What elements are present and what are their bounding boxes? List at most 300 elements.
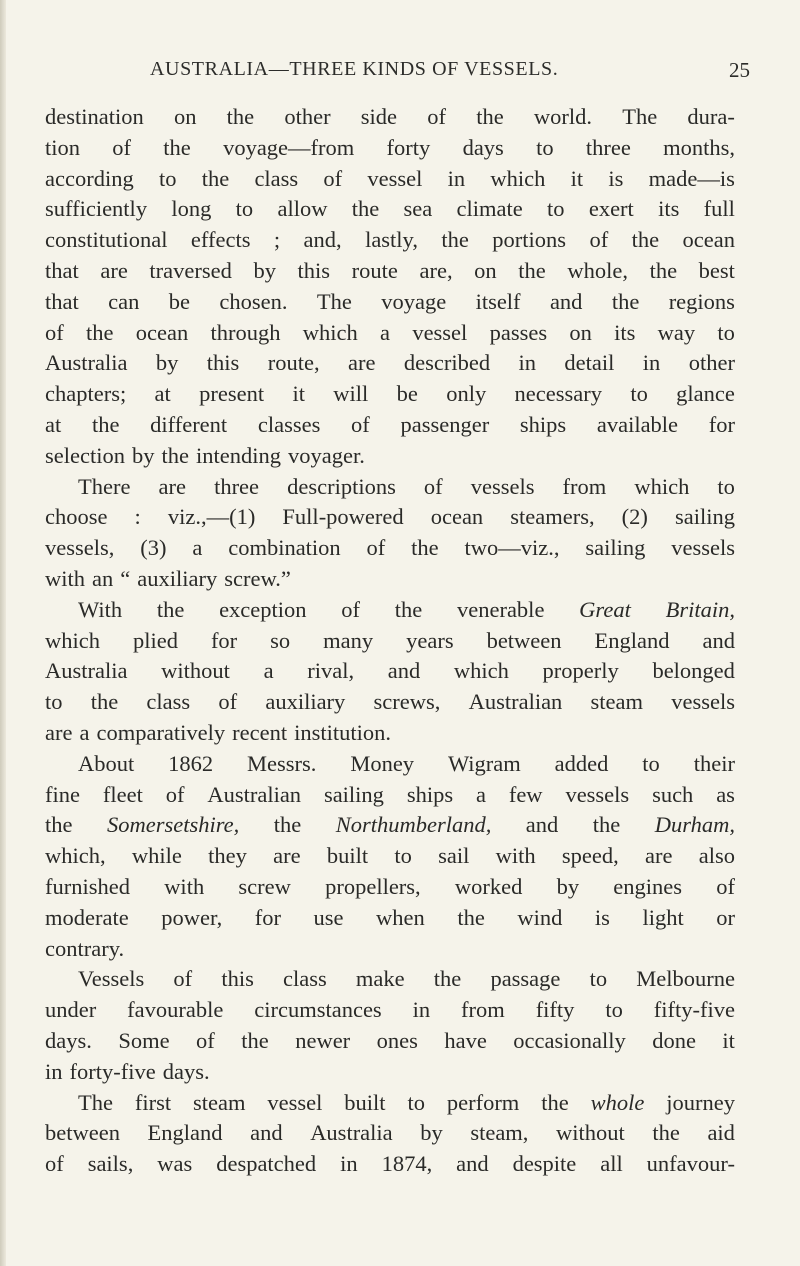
- text-word: which,: [45, 843, 106, 869]
- text-word: to: [589, 966, 608, 992]
- text-word: for: [254, 904, 281, 930]
- text-word: the: [649, 257, 678, 283]
- text-word: England: [594, 627, 670, 653]
- text-word: this: [206, 350, 240, 376]
- text-word: the: [476, 104, 504, 129]
- text-word: ships: [519, 411, 567, 437]
- text-line: [45, 256, 735, 287]
- text-word: speed,: [561, 843, 619, 869]
- text-word: Australia: [45, 658, 128, 684]
- text-word: the: [518, 257, 546, 283]
- text-line: [45, 903, 735, 934]
- text-word: Australia: [310, 1120, 393, 1146]
- text-word: comparatively: [96, 719, 226, 745]
- text-line: [45, 502, 735, 533]
- text-word: steam: [193, 1089, 246, 1115]
- text-word: few: [508, 781, 543, 807]
- text-word: in: [412, 997, 431, 1023]
- text-word: selection: [45, 442, 125, 468]
- text-word: Northumberland,: [335, 812, 492, 838]
- text-word: without: [161, 658, 230, 684]
- text-word: with: [495, 843, 536, 869]
- text-word: to: [630, 381, 648, 407]
- text-word: sail: [438, 843, 470, 869]
- text-word: (2): [621, 504, 648, 530]
- text-word: intending: [195, 442, 281, 468]
- text-word: With: [78, 596, 123, 622]
- text-word: classes: [257, 411, 321, 437]
- text-word: Australian: [468, 689, 563, 715]
- text-word: the: [457, 904, 485, 930]
- text-word: Australia: [45, 350, 128, 376]
- text-word: on: [173, 104, 197, 129]
- text-word: screw: [238, 873, 291, 899]
- text-word: to: [235, 196, 254, 222]
- text-word: which: [302, 319, 358, 345]
- text-word: many: [323, 627, 374, 653]
- text-word: fifty: [535, 997, 575, 1023]
- text-word: auxiliary: [265, 689, 346, 715]
- text-word: engines: [613, 873, 683, 899]
- text-word: journey: [666, 1089, 735, 1115]
- text-word: in: [518, 350, 536, 376]
- text-word: a: [263, 658, 274, 684]
- text-word: Full-powered: [282, 504, 404, 530]
- text-line: [45, 841, 735, 872]
- text-word: occasionally: [513, 1027, 626, 1053]
- text-word: Messrs.: [247, 750, 317, 776]
- text-word: other: [688, 350, 735, 376]
- text-word: was: [157, 1151, 193, 1177]
- text-line: [45, 133, 735, 164]
- text-line: [45, 1088, 735, 1119]
- text-word: way: [657, 319, 696, 345]
- text-word: their: [693, 750, 735, 776]
- text-word: the: [91, 411, 120, 437]
- text-line: [45, 656, 735, 687]
- text-line: [45, 595, 735, 626]
- text-word: :: [134, 504, 141, 530]
- text-word: it: [570, 165, 584, 191]
- text-line: [45, 564, 735, 595]
- text-line: [45, 810, 735, 841]
- text-word: for: [210, 627, 238, 653]
- text-line: [45, 1026, 735, 1057]
- text-word: also: [698, 843, 735, 869]
- text-word: months,: [663, 134, 735, 160]
- text-word: made—is: [648, 165, 735, 191]
- text-word: effects: [190, 227, 251, 253]
- running-title: AUSTRALIA—THREE KINDS OF VESSELS.: [150, 58, 559, 80]
- text-word: on: [474, 257, 497, 283]
- text-word: that: [45, 288, 79, 314]
- text-word: are,: [419, 257, 453, 283]
- text-word: vessel: [267, 1089, 323, 1115]
- text-word: fleet: [102, 781, 143, 807]
- text-word: to: [605, 997, 623, 1023]
- text-word: despatched: [216, 1151, 317, 1177]
- text-word: the: [631, 227, 660, 253]
- text-word: Australian: [207, 781, 302, 807]
- text-word: with: [164, 873, 205, 899]
- text-word: present: [199, 381, 265, 407]
- text-word: to: [717, 319, 735, 345]
- text-word: the: [611, 288, 640, 314]
- text-word: passes: [489, 319, 548, 345]
- text-word: of: [341, 596, 361, 622]
- text-word: Money: [350, 750, 415, 776]
- text-word: in: [45, 1058, 63, 1084]
- text-word: three: [585, 134, 631, 160]
- text-word: light: [642, 904, 684, 930]
- text-word: screws,: [373, 689, 441, 715]
- text-word: ones: [376, 1027, 418, 1053]
- text-word: the: [163, 134, 191, 160]
- text-word: are: [158, 473, 186, 499]
- text-line: [45, 441, 735, 472]
- text-word: aid: [707, 1120, 735, 1146]
- text-word: screw.”: [224, 565, 291, 591]
- text-word: in: [340, 1151, 358, 1177]
- text-word: itself: [475, 288, 521, 314]
- text-word: dura-: [687, 104, 735, 129]
- text-word: of: [218, 689, 238, 715]
- text-word: route: [351, 257, 398, 283]
- text-word: the: [433, 966, 462, 992]
- text-word: “: [120, 565, 131, 591]
- text-word: destination: [45, 104, 144, 129]
- text-word: ocean: [430, 504, 484, 530]
- text-word: which: [634, 473, 690, 499]
- text-word: vessels: [671, 689, 735, 715]
- text-word: will: [333, 381, 369, 407]
- text-word: the: [441, 227, 469, 253]
- text-line: [45, 934, 735, 965]
- text-word: this: [297, 257, 331, 283]
- text-word: other: [284, 104, 331, 129]
- text-word: a: [192, 535, 203, 561]
- text-word: steam,: [470, 1120, 529, 1146]
- text-word: such: [652, 781, 694, 807]
- text-word: of: [45, 1151, 64, 1177]
- text-word: sailing: [323, 781, 384, 807]
- text-line: [45, 472, 735, 503]
- text-word: constitutional: [45, 227, 168, 253]
- running-head: [0, 58, 800, 88]
- text-word: allow: [277, 196, 328, 222]
- text-word: necessary: [514, 381, 602, 407]
- text-word: ;: [273, 227, 281, 253]
- text-word: for: [708, 411, 735, 437]
- text-word: first: [134, 1089, 172, 1115]
- text-word: (3): [140, 535, 167, 561]
- text-word: vessel: [367, 165, 423, 191]
- text-word: days.: [162, 1058, 210, 1084]
- text-word: voyage: [381, 288, 447, 314]
- text-word: which: [45, 627, 100, 653]
- text-word: of: [323, 165, 343, 191]
- text-word: regions: [668, 288, 735, 314]
- text-word: built: [326, 843, 369, 869]
- text-word: two—viz.,: [464, 535, 560, 561]
- text-word: the: [45, 812, 73, 838]
- text-word: the: [541, 1089, 569, 1115]
- text-line: [45, 749, 735, 780]
- text-word: between: [486, 627, 562, 653]
- text-word: the: [351, 196, 380, 222]
- text-word: are: [45, 719, 73, 745]
- text-line: [45, 718, 735, 749]
- text-word: through: [210, 319, 281, 345]
- text-word: to: [45, 689, 63, 715]
- text-word: sails,: [87, 1151, 134, 1177]
- text-word: auxiliary: [137, 565, 218, 591]
- text-word: perform: [446, 1089, 520, 1115]
- text-word: and,: [303, 227, 342, 253]
- text-word: passenger: [400, 411, 490, 437]
- text-word: described: [403, 350, 491, 376]
- text-word: different: [150, 411, 228, 437]
- text-line: [45, 533, 735, 564]
- text-word: portions: [492, 227, 567, 253]
- text-line: [45, 780, 735, 811]
- text-word: the: [273, 812, 302, 838]
- text-word: vessels: [565, 781, 630, 807]
- text-word: best: [698, 257, 735, 283]
- text-word: the: [226, 104, 255, 129]
- text-word: and: [702, 627, 735, 653]
- text-word: newer: [295, 1027, 351, 1053]
- text-word: lastly,: [365, 227, 418, 253]
- text-word: with: [45, 565, 86, 591]
- text-line: [45, 1118, 735, 1149]
- text-word: propellers,: [325, 873, 421, 899]
- text-word: route,: [267, 350, 320, 376]
- text-word: all: [600, 1151, 623, 1177]
- text-word: vessels: [671, 535, 735, 561]
- text-word: England: [147, 1120, 223, 1146]
- text-word: by: [556, 873, 580, 899]
- text-word: this: [221, 966, 254, 992]
- text-word: sufficiently: [45, 196, 148, 222]
- text-word: a: [380, 319, 391, 345]
- text-word: vessels: [470, 473, 535, 499]
- text-word: The: [316, 288, 352, 314]
- text-word: chapters;: [45, 381, 127, 407]
- text-line: [45, 410, 735, 441]
- text-word: is: [608, 165, 624, 191]
- text-word: its: [658, 196, 680, 222]
- text-word: the: [156, 596, 185, 622]
- text-word: whole: [590, 1089, 645, 1115]
- text-word: to: [536, 134, 554, 160]
- text-word: the: [394, 596, 423, 622]
- text-word: by: [155, 350, 179, 376]
- text-word: without: [556, 1120, 625, 1146]
- text-word: forty-five: [69, 1058, 156, 1084]
- text-word: between: [45, 1120, 120, 1146]
- text-word: Britain,: [665, 596, 735, 622]
- text-word: as: [716, 781, 735, 807]
- text-word: full: [703, 196, 735, 222]
- text-word: of: [351, 411, 370, 437]
- text-word: unfavour-: [646, 1151, 735, 1177]
- text-line: [45, 318, 735, 349]
- text-word: Wigram: [447, 750, 521, 776]
- text-word: the: [201, 165, 230, 191]
- text-word: vessels,: [45, 535, 115, 561]
- text-word: to: [158, 165, 177, 191]
- text-word: have: [444, 1027, 487, 1053]
- text-word: forty: [386, 134, 431, 160]
- text-word: to: [394, 843, 412, 869]
- text-line: [45, 348, 735, 379]
- page-binding-edge: [0, 0, 6, 1266]
- text-word: they: [208, 843, 247, 869]
- text-word: it: [722, 1027, 735, 1053]
- text-word: are: [347, 350, 376, 376]
- text-word: are: [100, 257, 128, 283]
- text-word: when: [376, 904, 425, 930]
- text-word: a: [79, 719, 90, 745]
- text-line: [45, 287, 735, 318]
- text-word: the: [592, 812, 621, 838]
- text-word: years: [406, 627, 454, 653]
- text-word: rival,: [307, 658, 355, 684]
- text-word: the: [411, 535, 439, 561]
- text-word: and: [456, 1151, 489, 1177]
- text-word: to: [642, 750, 660, 776]
- text-word: recent: [232, 719, 288, 745]
- text-word: wind: [517, 904, 563, 930]
- text-word: worked: [454, 873, 523, 899]
- text-word: Vessels: [78, 966, 145, 992]
- text-word: days: [462, 134, 504, 160]
- text-word: of: [165, 781, 185, 807]
- text-word: fine: [45, 781, 80, 807]
- text-word: done: [652, 1027, 696, 1053]
- text-word: at: [154, 381, 171, 407]
- text-word: to: [717, 473, 735, 499]
- text-word: fifty-five: [653, 997, 735, 1023]
- text-word: sea: [403, 196, 433, 222]
- text-word: ocean: [682, 227, 735, 253]
- text-word: voyage—from: [223, 134, 355, 160]
- text-word: of: [366, 535, 386, 561]
- text-word: on: [569, 319, 592, 345]
- text-word: the: [161, 442, 189, 468]
- text-word: chosen.: [219, 288, 288, 314]
- text-word: which: [490, 165, 546, 191]
- text-word: combination: [228, 535, 341, 561]
- text-word: while: [131, 843, 182, 869]
- text-word: There: [78, 473, 131, 499]
- text-word: it: [292, 381, 305, 407]
- text-line: [45, 687, 735, 718]
- text-word: whole,: [567, 257, 628, 283]
- text-line: [45, 872, 735, 903]
- text-word: by: [253, 257, 276, 283]
- text-word: are: [645, 843, 673, 869]
- text-word: be: [168, 288, 190, 314]
- text-word: a: [475, 781, 486, 807]
- text-word: be: [396, 381, 418, 407]
- text-word: class: [254, 165, 299, 191]
- text-word: About: [78, 750, 135, 776]
- text-word: favourable: [127, 997, 224, 1023]
- text-word: the: [86, 319, 114, 345]
- text-word: according: [45, 165, 134, 191]
- text-word: the: [90, 689, 119, 715]
- text-word: tion: [45, 134, 81, 160]
- text-word: institution.: [294, 719, 392, 745]
- text-word: detail: [564, 350, 615, 376]
- text-word: exception: [219, 596, 307, 622]
- text-word: steamers,: [510, 504, 595, 530]
- text-word: Great: [579, 596, 631, 622]
- text-word: or: [716, 904, 735, 930]
- text-word: built: [344, 1089, 386, 1115]
- text-word: exert: [588, 196, 634, 222]
- text-word: belonged: [652, 658, 735, 684]
- text-word: in: [642, 350, 661, 376]
- text-word: to: [407, 1089, 425, 1115]
- text-word: the: [652, 1120, 680, 1146]
- text-word: The: [622, 104, 658, 129]
- text-word: Some: [118, 1027, 170, 1053]
- text-word: make: [355, 966, 405, 992]
- text-word: by: [131, 442, 155, 468]
- text-line: [45, 379, 735, 410]
- text-word: glance: [676, 381, 735, 407]
- text-word: traversed: [149, 257, 232, 283]
- text-line: [45, 1057, 735, 1088]
- text-word: of: [173, 966, 193, 992]
- text-word: use: [313, 904, 344, 930]
- text-word: so: [270, 627, 291, 653]
- text-word: voyager.: [287, 442, 365, 468]
- text-word: of: [423, 473, 443, 499]
- text-word: descriptions: [287, 473, 396, 499]
- text-word: sailing: [674, 504, 735, 530]
- text-line: [45, 225, 735, 256]
- text-word: class: [146, 689, 191, 715]
- text-word: properly: [542, 658, 619, 684]
- text-word: and: [387, 658, 421, 684]
- text-line: [45, 164, 735, 195]
- text-word: furnished: [45, 873, 130, 899]
- text-word: from: [461, 997, 505, 1023]
- text-word: side: [360, 104, 398, 129]
- text-word: of: [589, 227, 609, 253]
- text-word: under: [45, 997, 97, 1023]
- text-word: of: [45, 319, 64, 345]
- text-line: [45, 194, 735, 225]
- text-word: class: [282, 966, 327, 992]
- text-word: to: [547, 196, 565, 222]
- text-line: [45, 995, 735, 1026]
- text-word: world.: [533, 104, 593, 129]
- text-word: contrary.: [45, 935, 125, 961]
- text-word: choose: [45, 504, 108, 530]
- text-word: and: [525, 812, 559, 838]
- text-word: are: [273, 843, 301, 869]
- text-word: steam: [590, 689, 643, 715]
- text-word: ocean: [135, 319, 189, 345]
- text-word: days.: [45, 1027, 92, 1053]
- text-word: venerable: [456, 596, 545, 622]
- text-word: in: [447, 165, 466, 191]
